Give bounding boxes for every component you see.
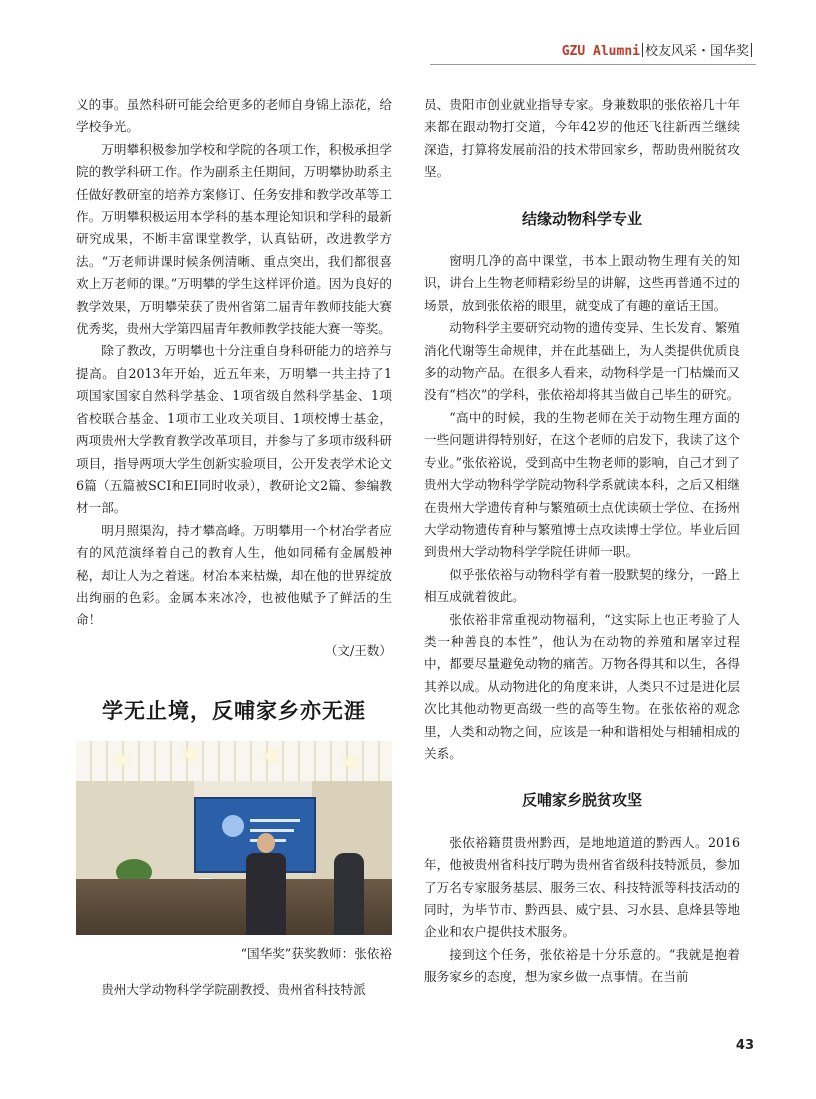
feature-title: 学无止境，反哺家乡亦无涯 <box>102 699 366 724</box>
photo-screen-line <box>250 829 294 832</box>
right-paragraph-3: 动物科学主要研究动物的遗传变异、生长发育、繁殖消化代谢等生命规律，并在此基础上，为人类提供优质良多的动物产品。在很多人看来，动物科学是一门枯燥而又没有“档次”的学科，张依裕却将其当做自己毕生的研究。 <box>424 320 740 403</box>
page-number: 43 <box>735 1038 754 1053</box>
photo-person-head <box>257 833 275 853</box>
author-credit: （文/王数） <box>324 642 392 658</box>
left-paragraph-4: 明月照渠沟，持才攀高峰。万明攀用一个材冶学者应有的风范演绎着自己的教育人生，他如同稀有金属般神秘，却让人为之着迷。材冶本来枯燥，却在他的世界绽放出绚丽的色彩。金属本来冰冷，也被他赋予了鲜活的生命！ <box>76 522 392 628</box>
section-heading-2: 反哺家乡脱贫攻坚 <box>521 791 642 810</box>
left-paragraph-5: 贵州大学动物科学学院副教授、贵州省科技特派 <box>101 981 366 997</box>
photo-light <box>186 749 196 759</box>
running-header <box>562 40 754 59</box>
left-paragraph-1: 义的事。虽然科研可能会给更多的老师自身锦上添花，给学校争光。 <box>76 97 392 135</box>
header-rule <box>430 64 756 65</box>
photo-screen-logo <box>222 815 244 837</box>
right-paragraph-8: 接到这个任务，张依裕是十分乐意的。“我就是抱着服务家乡的态度，想为家乡做一点事情。在当前 <box>424 946 740 985</box>
left-paragraph-3: 除了教改，万明攀也十分注重自身科研能力的培养与提高。自2013年开始，近五年来，万明攀一共主持了1项国家国家自然科学基金、1项省级自然科学基金、1项省校联合基金、1项市工业攻关项目、1项校博士基金，两项贵州大学教育教学改革项目，并参与了多项市级科研项目，指导两项大学生创新实验项目，公开发表学术论文6篇（五篇被SCI和EI同时收录），教研论文2篇、参编教材一部。 <box>76 343 392 516</box>
right-paragraph-6: 张依裕非常重视动物福利，“这实际上也正考验了人类一种善良的本性”，他认为在动物的养殖和屠宰过程中，都要尽量避免动物的痛苦。万物各得其和以生，各得其养以成。从动物进化的角度来讲，人类只不过是进化层次比其他动物更高级一些的高等生物。在张依裕的观念里，人类和动物之间，应该是一种和谐相处与相辅相成的关系。 <box>424 611 740 761</box>
header-divider-end <box>751 43 752 57</box>
right-paragraph-7: 张依裕籍贯贵州黔西，是地地道道的黔西人。2016年，他被贵州省科技厅聘为贵州省省级科技特派员，参加了万名专家服务基层、服务三农、科技特派等科技活动的同时，为毕节市、黔西县、威宁县、习水县、息烽县等地企业和农户提供技术服务。 <box>424 834 740 940</box>
header-alumni: GZU Alumni <box>561 44 640 59</box>
photo-light <box>346 757 356 767</box>
photo-light <box>116 755 126 765</box>
right-column <box>424 94 740 989</box>
left-column <box>76 94 392 1001</box>
section-heading-1: 结缘动物科学专业 <box>521 209 642 228</box>
photo-person <box>244 833 288 935</box>
left-paragraph-2: 万明攀积极参加学校和学院的各项工作，积极承担学院的教学科研工作。作为副系主任期间，万明攀协助系主任做好教研室的培养方案修订、任务安排和教学改革等工作。万明攀积极运用本学科的基本理论知识和学科的最新研究成果，不断丰富课堂教学，认真钻研，改进教学方法。“万老师讲课时候条例清晰、重点突出，我们都很喜欢上万老师的课。”万明攀的学生这样评价道。因为良好的教学效果，万明攀荣获了贵州省第二届青年教师技能大赛优秀奖，贵州大学第四届青年教师教学技能大赛一等奖。 <box>76 141 392 337</box>
photo-person-background <box>334 853 364 935</box>
photo-caption: “国华奖”获奖教师：张依裕 <box>240 945 392 961</box>
photo-person-coat <box>246 853 286 935</box>
header-section: 校友风采・国华奖 <box>644 44 749 59</box>
right-paragraph-4: “高中的时候，我的生物老师在关于动物生理方面的一些问题讲得特别好，在这个老师的启发下，我读了这个专业。”张依裕说，受到高中生物老师的影响，自己才到了贵州大学动物科学学院动物科学系就读本科，之后又相继在贵州大学遗传育种与繁殖硕士点优读硕士学位、在扬州大学动物遗传育种与繁殖博士点攻读博士学位。毕业后回到贵州大学动物科学学院任讲师一职。 <box>424 409 740 560</box>
right-paragraph-2: 窗明几净的高中课堂，书本上跟动物生理有关的知识，讲台上生物老师精彩纷呈的讲解，这些再普通不过的场景，放到张依裕的眼里，就变成了有趣的童话王国。 <box>424 253 740 313</box>
photo-light <box>266 751 276 761</box>
conference-photo <box>76 741 392 935</box>
right-paragraph-1: 员、贵阳市创业就业指导专家。身兼数职的张依裕几十年来都在跟动物打交道，今年42岁的他还飞往新西兰继续深造，打算将发展前沿的技术带回家乡，帮助贵州脱贫攻坚。 <box>424 97 740 180</box>
right-paragraph-5: 似乎张依裕与动物科学有着一股默契的缘分，一路上相互成就着彼此。 <box>424 566 740 605</box>
header-divider <box>642 43 643 57</box>
photo-screen-line <box>250 819 300 822</box>
